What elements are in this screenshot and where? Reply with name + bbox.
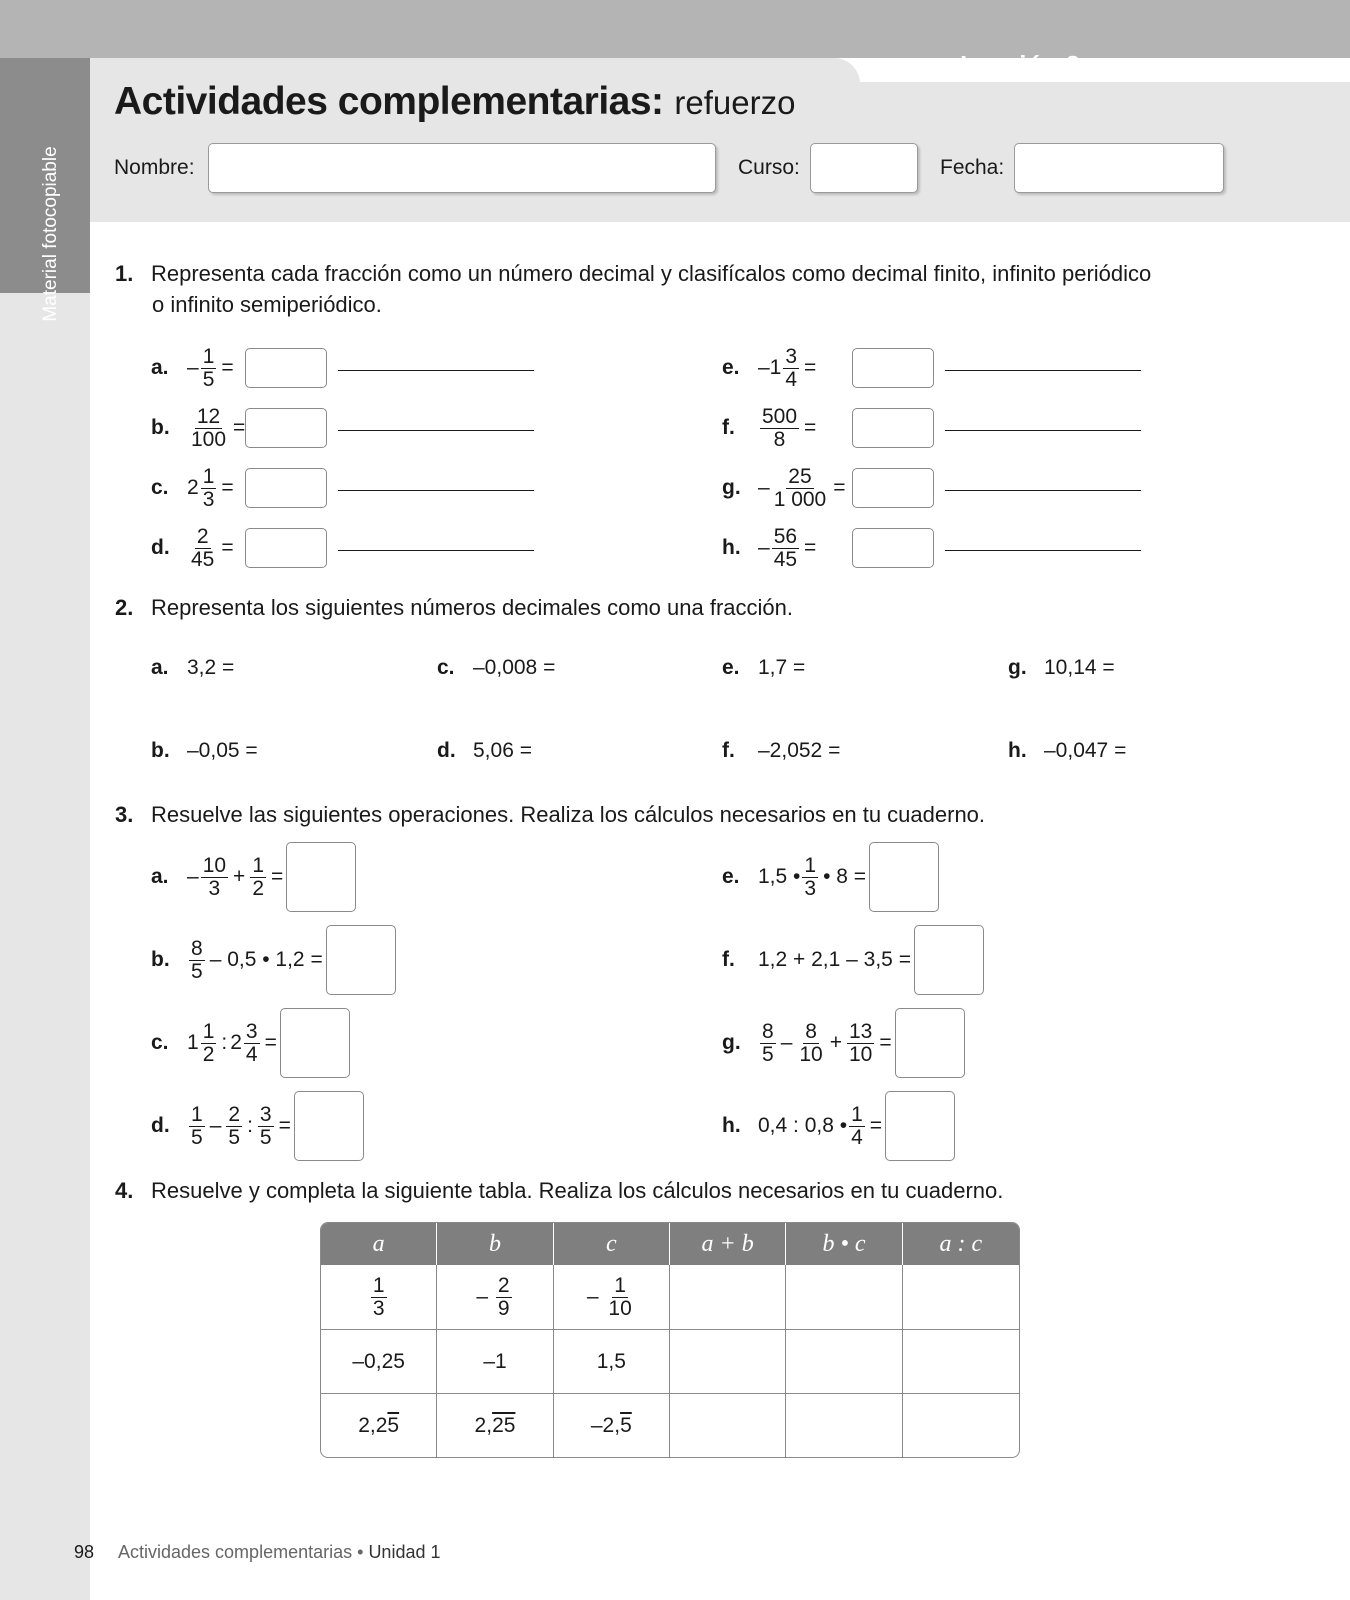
prefix: –: [758, 536, 770, 559]
fraction: $\frac{3}{4}$: [785, 344, 798, 391]
fraction: $\frac{8}{10}$: [799, 1019, 823, 1066]
fraction: $\frac{1}{5}$: [202, 344, 215, 391]
answer-box[interactable]: [280, 1008, 350, 1078]
equals: =: [221, 536, 234, 559]
answer-cell[interactable]: [903, 1393, 1019, 1457]
fraction: $\frac{12}{100}$: [191, 404, 227, 451]
item-letter: f.: [722, 739, 735, 762]
whole: 2: [230, 1031, 242, 1054]
table-cell: 2,25: [321, 1393, 437, 1457]
q1-item: [722, 344, 819, 391]
name-field[interactable]: [208, 143, 716, 193]
answer-cell[interactable]: [670, 1265, 786, 1329]
answer-cell[interactable]: [903, 1265, 1019, 1329]
expression: – 0,5 • 1,2 =: [209, 948, 323, 971]
item-letter: g.: [1008, 656, 1027, 679]
equals: =: [221, 356, 234, 379]
q2-item: [1008, 656, 1115, 680]
q3-item-e: [722, 842, 939, 912]
expression: –0,05 =: [187, 739, 258, 762]
q3-item-b: [151, 925, 396, 995]
top-band: [0, 0, 1350, 58]
expression: 10,14 =: [1044, 656, 1115, 679]
question-3: [115, 799, 985, 830]
question-number: 4.: [115, 1178, 134, 1203]
item-letter: g.: [722, 1031, 741, 1054]
column-header: b • c: [786, 1223, 902, 1265]
expression: 3,2 =: [187, 656, 235, 679]
operator: +: [233, 865, 246, 888]
answer-box[interactable]: [852, 408, 934, 448]
expression: –0,008 =: [473, 656, 556, 679]
q1-item: [722, 404, 819, 451]
fraction: $\frac{2}{5}$: [228, 1102, 241, 1149]
answer-cell[interactable]: [670, 1393, 786, 1457]
answer-cell[interactable]: [786, 1329, 902, 1393]
answer-box[interactable]: [326, 925, 396, 995]
item-letter: e.: [722, 656, 740, 679]
exercise-table: [320, 1222, 1020, 1458]
item-letter: h.: [722, 536, 741, 559]
q2-item: [1008, 739, 1126, 763]
item-letter: g.: [722, 476, 741, 499]
table-cell: –0,25: [321, 1329, 437, 1393]
prefix: –1: [758, 356, 782, 379]
answer-box[interactable]: [852, 468, 934, 508]
item-letter: a.: [151, 356, 169, 379]
answer-box[interactable]: [245, 348, 327, 388]
question-text: Representa los siguientes números decimales como una fracción.: [151, 595, 793, 620]
answer-cell[interactable]: [903, 1329, 1019, 1393]
expression: –2,052 =: [758, 739, 841, 762]
equals: =: [804, 356, 817, 379]
table-cell: –2,5: [554, 1393, 670, 1457]
item-letter: b.: [151, 416, 170, 439]
side-label: Material fotocopiable: [40, 146, 61, 322]
course-label: Curso:: [738, 156, 800, 179]
q2-item: [151, 656, 234, 680]
table-cell: 2,25: [437, 1393, 553, 1457]
column-header: c: [554, 1223, 670, 1265]
page-number: 98: [74, 1542, 95, 1562]
classification-line[interactable]: [945, 490, 1141, 491]
answer-box[interactable]: [245, 408, 327, 448]
answer-cell[interactable]: [670, 1329, 786, 1393]
title-bold: Actividades complementarias:: [114, 80, 664, 123]
q2-item: [722, 656, 805, 680]
operator: –: [780, 1031, 793, 1054]
expression: –0,047 =: [1044, 739, 1127, 762]
q2-item: [151, 739, 258, 763]
fraction: $\frac{1}{3}$: [202, 464, 215, 511]
table-cell: – $\frac{1}{10}$: [554, 1265, 670, 1329]
operator: :: [247, 1114, 253, 1137]
q1-item: [722, 524, 819, 571]
q3-item-d: [151, 1091, 364, 1161]
equals: =: [804, 416, 817, 439]
item-letter: f.: [722, 948, 735, 971]
operator: +: [829, 1031, 842, 1054]
classification-line[interactable]: [945, 550, 1141, 551]
question-1: [115, 258, 1245, 320]
answer-box[interactable]: [914, 925, 984, 995]
date-label: Fecha:: [940, 156, 1005, 179]
q3-item-h: [722, 1091, 955, 1161]
equals: =: [271, 865, 284, 888]
q3-item-g: [722, 1008, 965, 1078]
item-letter: a.: [151, 656, 169, 679]
question-text: Representa cada fracción como un número decimal y clasifícalos como decimal finito, infinito periódico: [151, 261, 1152, 286]
item-letter: f.: [722, 416, 735, 439]
question-number: 1.: [115, 261, 134, 286]
expression: • 8 =: [823, 865, 867, 888]
classification-line[interactable]: [338, 490, 534, 491]
item-letter: d.: [151, 536, 170, 559]
classification-line[interactable]: [338, 370, 534, 371]
fraction: $\frac{1}{5}$: [191, 1102, 203, 1149]
answer-box[interactable]: [245, 528, 327, 568]
item-letter: e.: [722, 865, 740, 888]
operator: –: [209, 1114, 222, 1137]
equals: =: [804, 536, 817, 559]
q3-item-a: [151, 842, 356, 912]
expression: 1,2 + 2,1 – 3,5 =: [758, 948, 911, 971]
fraction: $\frac{8}{5}$: [191, 936, 203, 983]
column-header: a + b: [670, 1223, 786, 1265]
question-2: [115, 592, 793, 623]
q3-item-f: [722, 925, 984, 995]
q1-item: [151, 344, 237, 391]
fraction: $\frac{500}{8}$: [762, 404, 798, 451]
q1-item: [722, 464, 849, 511]
answer-box[interactable]: [245, 468, 327, 508]
fraction: $\frac{56}{45}$: [773, 524, 798, 571]
answer-box[interactable]: [895, 1008, 965, 1078]
fraction: $\frac{3}{4}$: [245, 1019, 258, 1066]
fraction: $\frac{1}{2}$: [202, 1019, 215, 1066]
table-cell: 1,5: [554, 1329, 670, 1393]
question-number: 2.: [115, 595, 134, 620]
sign: –: [187, 865, 199, 888]
fraction: $\frac{1}{4}$: [851, 1102, 863, 1149]
date-field[interactable]: [1014, 143, 1224, 193]
question-4: [115, 1175, 1003, 1206]
answer-box[interactable]: [869, 842, 939, 912]
classification-line[interactable]: [945, 430, 1141, 431]
item-letter: d.: [437, 739, 456, 762]
classification-line[interactable]: [945, 370, 1141, 371]
question-text: Resuelve y completa la siguiente tabla. Realiza los cálculos necesarios en tu cuaderno.: [151, 1178, 1004, 1203]
item-letter: h.: [722, 1114, 741, 1137]
prefix: –: [758, 476, 770, 499]
item-letter: a.: [151, 865, 169, 888]
fraction: $\frac{13}{10}$: [849, 1019, 873, 1066]
prefix: 2: [187, 476, 199, 499]
classification-line[interactable]: [338, 430, 534, 431]
equals: =: [233, 416, 246, 439]
expression: 1,7 =: [758, 656, 806, 679]
expression: 1,5 •: [758, 865, 801, 888]
equals: =: [221, 476, 234, 499]
q2-item: [437, 656, 555, 680]
table-cell: –1: [437, 1329, 553, 1393]
table-row: [321, 1265, 1019, 1329]
title-light: refuerzo: [674, 84, 796, 121]
answer-box[interactable]: [286, 842, 356, 912]
lesson-label: Lección 2: [960, 50, 1080, 80]
equals: =: [879, 1031, 892, 1054]
table-row: [321, 1329, 1019, 1393]
question-number: 3.: [115, 802, 134, 827]
q1-item: [151, 524, 237, 571]
fraction: $\frac{1}{3}$: [804, 853, 817, 900]
fraction: $\frac{8}{5}$: [762, 1019, 774, 1066]
operator: :: [221, 1031, 228, 1054]
answer-cell[interactable]: [786, 1393, 902, 1457]
column-header: b: [437, 1223, 553, 1265]
fraction: $\frac{1}{2}$: [252, 853, 264, 900]
equals: =: [264, 1031, 277, 1054]
answer-box[interactable]: [885, 1091, 955, 1161]
q2-item: [437, 739, 532, 763]
fraction: $\frac{3}{5}$: [259, 1102, 272, 1149]
item-letter: e.: [722, 356, 740, 379]
page-title: [114, 80, 795, 124]
item-letter: b.: [151, 948, 170, 971]
answer-box[interactable]: [852, 528, 934, 568]
whole: 1: [187, 1031, 199, 1054]
equals: =: [833, 476, 846, 499]
answer-box[interactable]: [852, 348, 934, 388]
footer-text: Actividades complementarias • Unidad 1: [118, 1542, 441, 1562]
equals: =: [869, 1114, 883, 1137]
prefix: –: [187, 356, 199, 379]
answer-box[interactable]: [294, 1091, 364, 1161]
table-cell: – $\frac{2}{9}$: [437, 1265, 553, 1329]
column-header: a : c: [903, 1223, 1019, 1265]
table-row: [321, 1393, 1019, 1457]
q1-item: [151, 404, 248, 451]
question-text: Resuelve las siguientes operaciones. Realiza los cálculos necesarios en tu cuaderno.: [151, 802, 986, 827]
q2-item: [722, 739, 840, 763]
fraction: $\frac{25}{1 000}$: [773, 464, 827, 511]
q3-item-c: [151, 1008, 350, 1078]
table-cell: $\frac{1}{3}$: [321, 1265, 437, 1329]
fraction: $\frac{10}{3}$: [202, 853, 227, 900]
q1-item: [151, 464, 237, 511]
item-letter: d.: [151, 1114, 170, 1137]
item-letter: h.: [1008, 739, 1027, 762]
item-letter: b.: [151, 739, 170, 762]
equals: =: [278, 1114, 291, 1137]
answer-cell[interactable]: [786, 1265, 902, 1329]
expression: 0,4 : 0,8 •: [758, 1114, 848, 1137]
item-letter: c.: [151, 1031, 169, 1054]
fraction: $\frac{2}{45}$: [191, 524, 215, 571]
item-letter: c.: [151, 476, 169, 499]
question-text-cont: o infinito semiperiódico.: [152, 292, 382, 317]
course-field[interactable]: [810, 143, 918, 193]
classification-line[interactable]: [338, 550, 534, 551]
item-letter: c.: [437, 656, 455, 679]
expression: 5,06 =: [473, 739, 532, 762]
column-header: a: [321, 1223, 437, 1265]
table-header-row: [321, 1223, 1019, 1265]
name-label: Nombre:: [114, 156, 195, 179]
side-tab: [0, 58, 90, 322]
